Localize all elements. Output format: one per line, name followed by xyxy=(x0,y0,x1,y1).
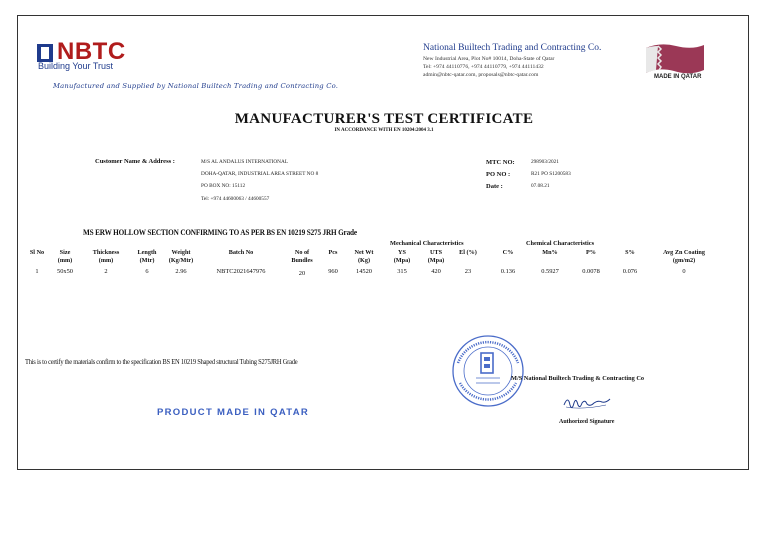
table-cell: 0.136 xyxy=(500,268,516,275)
certificate-subtitle: IN ACCORDANCE WITH EN 10204:2004 3.1 xyxy=(334,128,434,133)
table-cell: 960 xyxy=(328,268,338,275)
po-no-value: R21 PO S1200583 xyxy=(531,171,571,177)
col-header-ys: YS (Mpa) xyxy=(393,249,411,264)
table-cell: NBTC2021647976 xyxy=(216,268,266,275)
logo-text: NBTC xyxy=(57,38,126,65)
customer-line: Tel: +974 44600063 / 44600557 xyxy=(201,196,270,202)
table-cell: 6 xyxy=(145,268,149,275)
date-label: Date : xyxy=(486,183,503,190)
authorized-signature-label: Authorized Signature xyxy=(559,419,615,425)
col-header-zn-coating: Avg Zn Coating (gm/m2) xyxy=(663,249,705,264)
col-header-bundles: No of Bundles xyxy=(291,249,313,264)
customer-line: PO BOX NO: 15112 xyxy=(201,183,246,189)
col-header-pcs: Pcs xyxy=(328,249,338,256)
table-cell: 420 xyxy=(431,268,441,275)
po-no-label: PO NO : xyxy=(486,171,511,178)
col-header-sl-no: Sl No xyxy=(29,249,45,256)
table-cell: 0.0078 xyxy=(582,268,600,275)
table-cell: 2 xyxy=(104,268,108,275)
col-header-p: P% xyxy=(586,249,596,256)
chemical-group-label: Chemical Characteristics xyxy=(526,240,595,247)
company-address: New Industrial Area, Plot No# 10014, Doha-State of Qatar xyxy=(423,56,555,62)
col-header-weight: Weight (Kg/Mtr) xyxy=(168,249,194,264)
table-cell: 2.96 xyxy=(175,268,187,275)
product-section-title: MS ERW HOLLOW SECTION CONFIRMING TO AS PER BS EN 10219 S275 JRH Grade xyxy=(83,227,357,237)
date-value: 07.08.21 xyxy=(531,183,550,189)
col-header-s: S% xyxy=(625,249,635,256)
table-cell: 50x50 xyxy=(57,268,73,275)
col-header-length: Length (Mtr) xyxy=(137,249,157,264)
table-cell: 315 xyxy=(397,268,407,275)
col-header-mn: Mn% xyxy=(542,249,558,256)
table-cell: 1 xyxy=(35,268,39,275)
table-cell: 0.5927 xyxy=(541,268,559,275)
mtc-no-value: 298903/2021 xyxy=(531,159,559,165)
logo-tagline: Building Your Trust xyxy=(38,61,114,71)
manufactured-by-line: Manufactured and Supplied by National Builtech Trading and Contracting Co. xyxy=(53,82,339,90)
customer-line: DOHA-QATAR, INDUSTRIAL AREA STREET NO 8 xyxy=(201,171,319,177)
col-header-thickness: Thickness (mm) xyxy=(92,249,120,264)
col-header-net-wt: Net Wt (Kg) xyxy=(354,249,374,264)
company-name: National Builtech Trading and Contracting Co. xyxy=(423,43,602,53)
table-cell: 0.076 xyxy=(622,268,638,275)
company-email: admin@nbtc-qatar.com, proposals@nbtc-qatar.com xyxy=(423,72,539,78)
col-header-uts: UTS (Mpa) xyxy=(427,249,445,264)
col-header-batch-no: Batch No xyxy=(228,249,254,256)
col-header-size: Size (mm) xyxy=(57,249,73,264)
logo-mark-icon xyxy=(37,44,53,62)
certification-statement: This is to certify the materials confirm to the specification BS EN 10219 Shaped structural Tubing S275JRH Grade xyxy=(25,357,298,366)
certificate-title: MANUFACTURER'S TEST CERTIFICATE xyxy=(234,111,534,127)
customer-line: M/S AL ANDALUS INTERNATIONAL xyxy=(201,159,289,165)
table-cell: 23 xyxy=(464,268,472,275)
table-cell: 14520 xyxy=(356,268,372,275)
company-stamp-icon xyxy=(450,333,526,409)
col-header-el: El (%) xyxy=(459,249,477,256)
product-made-in-qatar: PRODUCT MADE IN QATAR xyxy=(157,407,310,418)
company-phone: Tel: +974 44110776, +974 44110779, +974 44111432 xyxy=(423,64,544,70)
made-in-qatar-badge: MADE IN QATAR xyxy=(654,74,702,80)
handwritten-signature xyxy=(562,391,612,415)
signatory-company: M/S National Builtech Trading & Contracting Co xyxy=(511,375,645,382)
col-header-c: C% xyxy=(502,249,514,256)
table-cell: 20 xyxy=(298,270,306,277)
table-cell: 0 xyxy=(682,268,686,275)
customer-label: Customer Name & Address : xyxy=(95,158,175,165)
mechanical-group-label: Mechanical Characteristics xyxy=(390,240,464,247)
mtc-no-label: MTC NO: xyxy=(486,159,515,166)
